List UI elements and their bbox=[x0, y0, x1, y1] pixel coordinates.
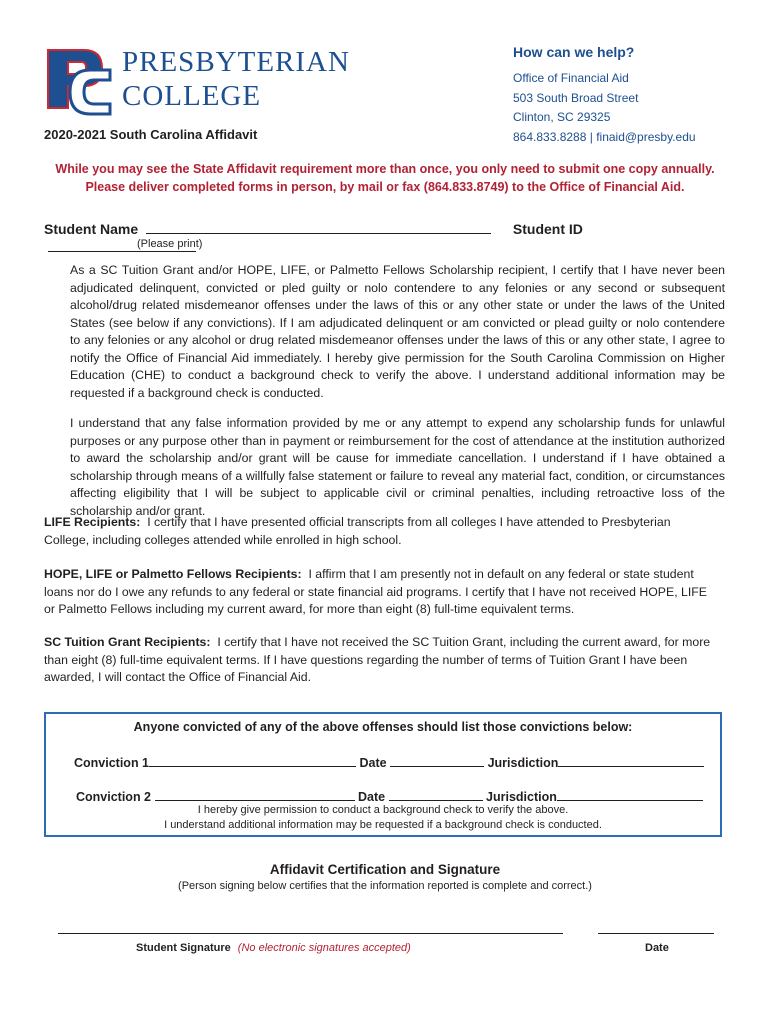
hope-text: I affirm that I am presently not in default on any federal or state student loans nor do I owe any refunds to any federal or state financial aid programs. I certify that I have not received HOPE, LIFE or Palmetto Fellows including my current award, for more than eight (8) full-time equivalent terms. bbox=[44, 567, 708, 616]
sctg-text: I certify that I have not received the SC Tuition Grant, including the current award, for more than eight (8) full-time equivalent terms. If I have questions regarding the number of terms of Tuition Grant I have been awarded, I will contact the Office of Financial Aid. bbox=[44, 635, 711, 684]
help-address: 503 South Broad Street bbox=[513, 90, 639, 105]
notice-line-1: While you may see the State Affidavit requirement more than once, you only need to submit one copy annually. bbox=[55, 162, 715, 176]
convictions-title: Anyone convicted of any of the above offenses should list those convictions below: bbox=[133, 720, 633, 734]
print-hint: (Please print) bbox=[137, 238, 203, 250]
convictions-box bbox=[44, 712, 722, 837]
conviction-2-jurisdiction-field[interactable] bbox=[557, 788, 703, 801]
life-text: I certify that I have presented official transcripts from all colleges I have attended to Presbyterian College, including colleges attended while enrolled in high school. bbox=[44, 515, 671, 547]
conviction-1-date-field[interactable] bbox=[390, 754, 484, 767]
sc-tuition-grant-section bbox=[44, 634, 718, 687]
conviction-2-jurisdiction-label: Jurisdiction bbox=[486, 790, 557, 804]
help-city: Clinton, SC 29325 bbox=[513, 110, 611, 124]
certification-subtitle: (Person signing below certifies that the information reported is complete and correct.) bbox=[178, 880, 592, 892]
permission-line-1: I hereby give permission to conduct a background check to verify the above. bbox=[197, 804, 569, 816]
certification-paragraph-2: I understand that any false information provided by me or any attempt to expend any scholarship funds for unlawful purposes or any purpose other than in payment or reimbursement for the cost of attendance at the institution authorized to award the scholarship and/or grant will be cause for immediate cancellation. I understand if I have obtained a scholarship through means of a willfully false statement or failure to reveal any material fact, condition, or circumstances affecting eligibility that I will be subject to applicable civil or criminal penalties, including retroactive loss of the scholarship and/or grant. bbox=[70, 416, 725, 518]
college-logo bbox=[44, 46, 350, 116]
conviction-row-1 bbox=[74, 754, 704, 770]
certification-paragraph-1: As a SC Tuition Grant and/or HOPE, LIFE, or Palmetto Fellows Scholarship recipient, I certify that I have never been adjudicated delinquent, convicted or pled guilty or nolo contendere to any felonies or any second or subsequent alcohol/drug related misdemeanor offenses under the laws of this or any other state or under the laws of the United States (see below if any convictions). If I am adjudicated delinquent or am convicted or plead guilty or nolo contendere to any felonies or any alcohol or drug related misdemeanor offenses under the laws of this or any other state, I agree to notify the Office of Financial Aid immediately. I hereby give permission for the South Carolina Commission on Higher Education (CHE) to conduct a background check to verify the above. I understand additional information may be requested if a background check is conducted. bbox=[70, 263, 725, 400]
pc-monogram-icon bbox=[44, 46, 114, 116]
logo-wordmark-line2: COLLEGE bbox=[122, 80, 262, 112]
conviction-2-field[interactable] bbox=[155, 788, 355, 801]
conviction-2-date-label: Date bbox=[357, 790, 386, 804]
conviction-1-jurisdiction-label: Jurisdiction bbox=[487, 756, 559, 770]
signature-note: (No electronic signatures accepted) bbox=[237, 942, 411, 954]
signature-date-label: Date bbox=[645, 942, 669, 954]
signature-label-row bbox=[136, 942, 411, 954]
submission-notice bbox=[44, 160, 726, 196]
conviction-1-label: Conviction 1 bbox=[74, 756, 150, 770]
help-title: How can we help? bbox=[513, 44, 635, 60]
signature-label: Student Signature bbox=[136, 942, 231, 954]
hope-label: HOPE, LIFE or Palmetto Fellows Recipients: bbox=[44, 567, 302, 581]
conviction-1-date-label: Date bbox=[359, 756, 387, 770]
signature-date-field[interactable] bbox=[598, 933, 714, 934]
signature-field[interactable] bbox=[58, 933, 563, 934]
student-id-label: Student ID bbox=[512, 221, 583, 237]
notice-line-2: Please deliver completed forms in person, by mail or fax (864.833.8749) to the Office of Financial Aid. bbox=[85, 180, 685, 194]
conviction-row-2 bbox=[76, 788, 703, 804]
conviction-1-jurisdiction-field[interactable] bbox=[558, 754, 704, 767]
certification-title: Affidavit Certification and Signature bbox=[269, 862, 501, 877]
document-title: 2020-2021 South Carolina Affidavit bbox=[44, 127, 258, 142]
hope-recipients-section bbox=[44, 566, 718, 619]
logo-wordmark-line1: PRESBYTERIAN bbox=[122, 46, 350, 78]
life-recipients-section bbox=[44, 514, 718, 549]
permission-line-2: I understand additional information may be requested if a background check is conducted. bbox=[164, 819, 602, 831]
help-office: Office of Financial Aid bbox=[513, 71, 629, 85]
help-phone-email[interactable]: 864.833.8288 | finaid@presby.edu bbox=[513, 129, 696, 144]
life-label: LIFE Recipients: bbox=[44, 515, 141, 529]
conviction-2-date-field[interactable] bbox=[389, 788, 483, 801]
conviction-1-field[interactable] bbox=[149, 754, 356, 767]
student-name-field[interactable] bbox=[146, 219, 491, 234]
student-name-label: Student Name bbox=[44, 221, 139, 237]
sctg-label: SC Tuition Grant Recipients: bbox=[44, 635, 211, 649]
conviction-2-label: Conviction 2 bbox=[76, 790, 152, 804]
help-contact-block bbox=[513, 44, 696, 147]
